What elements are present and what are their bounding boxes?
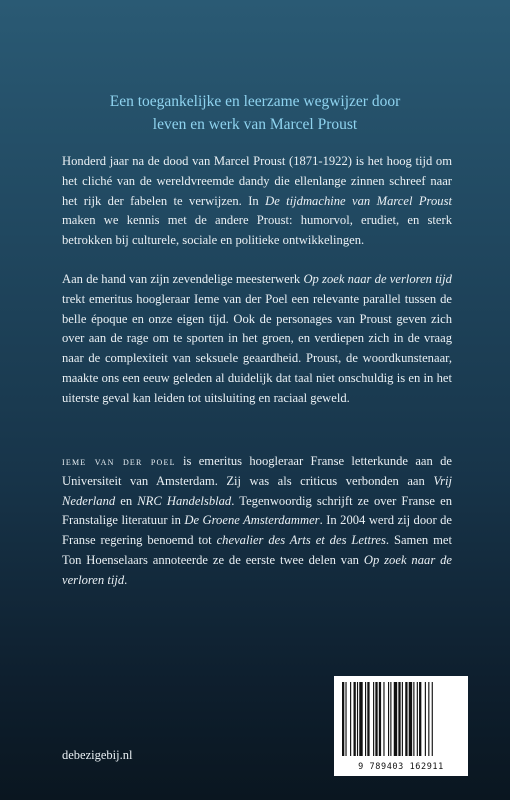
bio-text-3: . Tegenwoordig schrijft ze over Franse en Franstalige literatuur in bbox=[62, 493, 452, 528]
intro-paragraph bbox=[62, 152, 452, 251]
intro-text-1: Honderd jaar na de dood van Marcel Proust (1871-1922) is het hoog tijd om het cliché van de wereldvreemde dandy die ellenlange zinnen schreef naar het rijk der fabelen te verwijzen. In bbox=[62, 154, 452, 208]
bio-text-1: is emeritus hoogleraar Franse letterkunde aan de Universiteit van Amsterdam. Zij was als criticus verbonden aan bbox=[62, 454, 452, 488]
tagline-line-1: Een toegankelijke en leerzame wegwijzer door bbox=[109, 93, 401, 110]
annotated-work-title: Op zoek naar de verloren tijd bbox=[62, 552, 452, 587]
isbn-barcode bbox=[334, 676, 468, 776]
intro-text-2: maken we kennis met de andere Proust: humorvol, erudiet, en sterk betrokken bij culturele, sociale en politieke ontwikkelingen. bbox=[62, 213, 452, 248]
author-name: ieme van der poel bbox=[62, 454, 176, 468]
bio-text-6: . bbox=[124, 572, 128, 587]
masterwork-title: Op zoek naar de verloren tijd bbox=[303, 272, 452, 286]
publication-groene: De Groene Amsterdammer bbox=[184, 513, 320, 528]
publication-nrc: NRC Handelsblad bbox=[137, 493, 232, 508]
barcode-bars bbox=[340, 682, 462, 758]
bio-text-4: . In 2004 werd zij door de Franse regering benoemd tot bbox=[62, 513, 452, 548]
isbn-number: 9 789403 162911 bbox=[358, 762, 444, 772]
tagline-line-2: leven en werk van Marcel Proust bbox=[152, 116, 358, 133]
author-bio-paragraph bbox=[62, 452, 452, 591]
bio-text-5: . Samen met Ton Hoenselaars annoteerde ze de eerste twee delen van bbox=[62, 533, 452, 567]
honor-title: chevalier des Arts et des Lettres bbox=[216, 533, 386, 548]
content-paragraph bbox=[62, 270, 452, 409]
content-text-2: trekt emeritus hoogleraar Ieme van der Poel een relevante parallel tussen de belle époque en onze eigen tijd. Ook de personages van Proust geven zich over aan de rage om te sporten in het groen, en verdiepen zich in de vraag naar de complexiteit van seksuele geaardheid. Proust, de woordkunstenaar, maakte ons een eeuw geleden al duidelijk dat taal niet onschuldig is en in het uiterste geval kan leiden tot uitsluiting en raciaal geweld. bbox=[62, 291, 452, 405]
publication-vrij-nederland: Vrij Nederland bbox=[62, 473, 452, 508]
content-text-1: Aan de hand van zijn zevendelige meesterwerk bbox=[62, 272, 304, 286]
tagline bbox=[40, 90, 470, 136]
publisher-website[interactable]: debezigebij.nl bbox=[62, 748, 133, 762]
book-title: De tijdmachine van Marcel Proust bbox=[265, 193, 452, 208]
bio-text-2: en bbox=[115, 493, 138, 508]
